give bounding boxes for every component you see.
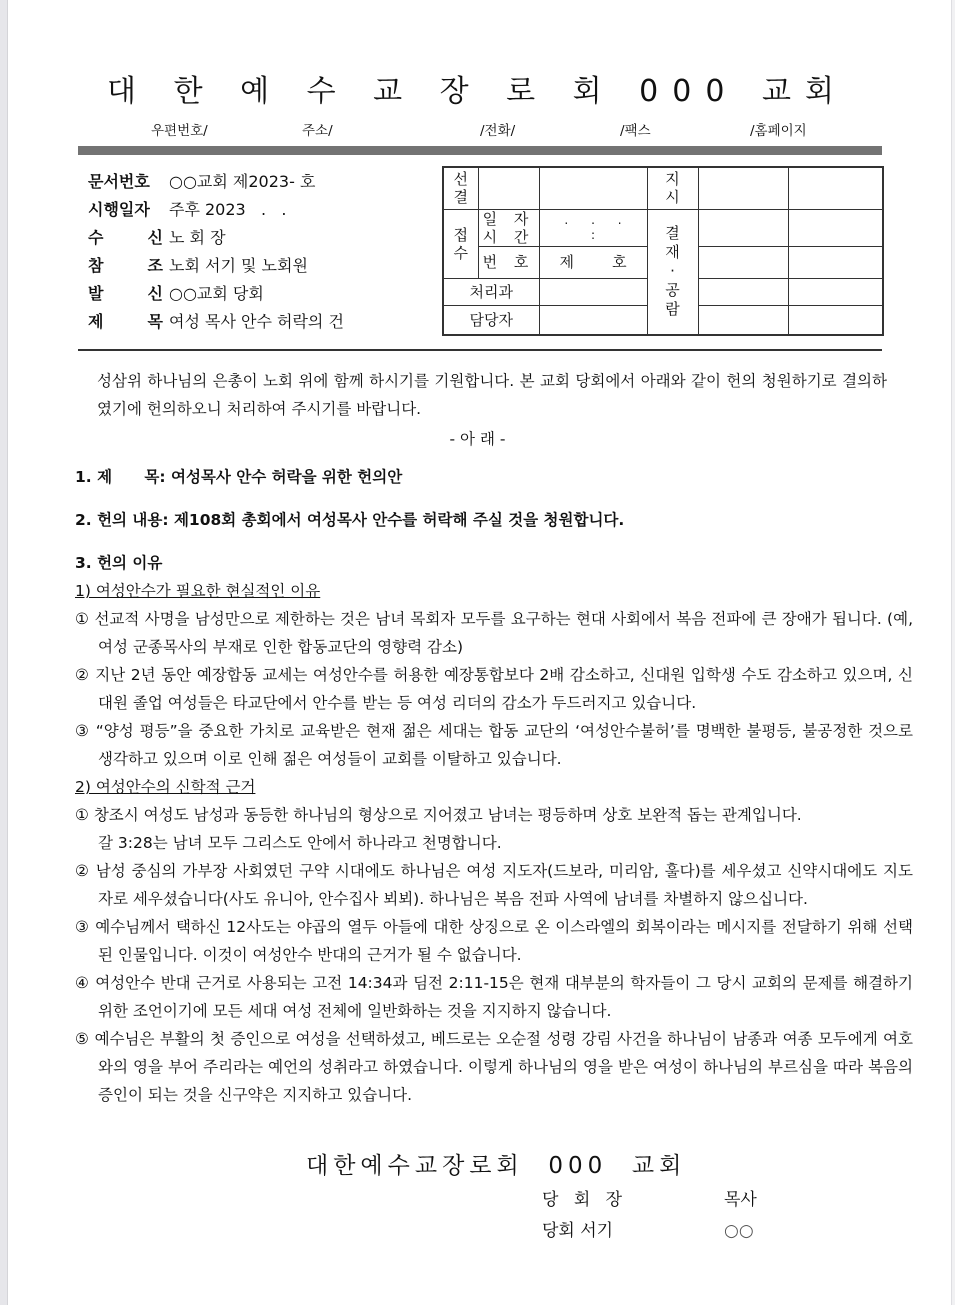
meta-label-char: 신	[147, 284, 163, 303]
contact-homepage: /홈페이지	[750, 123, 807, 139]
number-value[interactable]: 제 호	[539, 246, 647, 278]
directive-cell-1[interactable]	[698, 167, 788, 209]
time-placeholder: :	[590, 227, 596, 242]
meta-value: ○○교회 제2023- 호	[169, 172, 316, 191]
header-bar	[78, 146, 882, 155]
moderator-value: 목사	[724, 1190, 757, 1210]
meta-value: 노 회 장	[169, 228, 226, 247]
seongyeol-cell-1[interactable]	[478, 167, 539, 209]
meta-label-char: 참	[88, 256, 104, 275]
document-meta	[88, 168, 344, 336]
subsection-1-heading: 1) 여성안수가 필요한 현실적인 이유	[75, 582, 321, 600]
meta-value: 여성 목사 안수 허락의 건	[169, 312, 344, 331]
reason-item: ① 선교적 사명을 남성만으로 제한하는 것은 남녀 목회자 모두를 요구하는 현대 사회에서 복음 전파에 큰 장애가 됩니다. (예, 여성 군종목사의 부재로 인한 합동교단의 영향력 감소)	[75, 610, 913, 656]
theology-item: ④ 여성안수 반대 근거로 사용되는 고전 14:34과 딤전 2:11-15은 현재 대부분의 학자들이 그 당시 교회의 문제를 해결하기 위한 조언이기에 모든 세대 여성 전체에 일반화하는 것을 지지하지 않습니다.	[75, 974, 913, 1020]
meta-label	[88, 224, 163, 252]
clerk-label: 당회 서기	[542, 1221, 614, 1241]
intro-paragraph: 성삼위 하나님의 은총이 노회 위에 함께 하시기를 기원합니다. 본 교회 당회에서 아래와 같이 헌의 청원하기로 결의하였기에 헌의하오니 처리하여 주시기를 바랍니다.	[97, 372, 887, 418]
directive-label: 지 시	[647, 167, 698, 209]
theology-item: ② 남성 중심의 가부장 사회였던 구약 시대에도 하나님은 여성 지도자(드보라, 미리암, 훌다)를 세우셨고 신약시대에도 지도자로 세우셨습니다(사도 유니아, 안수집사 뵈뵈). 하나님은 복음 전파 사역에 남녀를 차별하지 않으십니다.	[75, 862, 913, 908]
person-in-charge-label: 담당자	[443, 305, 539, 335]
approval-review-label: 결 재 · 공 람	[647, 209, 698, 335]
approval-cell-2b[interactable]	[788, 246, 883, 278]
meta-value: 노회 서기 및 노회원	[169, 256, 308, 275]
signature-org: 대한예수교장로회 000 교회	[306, 1153, 687, 1179]
page-edge-right	[951, 0, 955, 1305]
jeopsu-label: 접 수	[443, 209, 478, 278]
date-time-label: 일 자 시 간	[478, 209, 539, 246]
section-2-content: 2. 헌의 내용: 제108회 총회에서 여성목사 안수를 허락해 주실 것을 청원합니다.	[75, 511, 625, 529]
meta-label-char: 발	[88, 284, 104, 303]
contact-postal: 우편번호/	[151, 123, 208, 139]
seongyeol-cell-2[interactable]	[539, 167, 647, 209]
person-in-charge-value[interactable]	[539, 305, 647, 335]
meta-row-subject	[88, 308, 344, 336]
meta-label-char: 제	[88, 312, 104, 331]
meta-row-recipient	[88, 224, 344, 252]
meta-label	[88, 280, 163, 308]
approval-table	[442, 166, 884, 336]
date-placeholder: . . .	[564, 212, 622, 227]
meta-label-char: 수	[88, 228, 104, 247]
approval-cell-3b[interactable]	[788, 278, 883, 305]
meta-label	[88, 252, 163, 280]
section-1-title: 1. 제 목: 여성목사 안수 허락을 위한 헌의안	[75, 468, 403, 486]
directive-cell-2[interactable]	[788, 167, 883, 209]
approval-cell-1b[interactable]	[788, 209, 883, 246]
approval-cell-4a[interactable]	[698, 305, 788, 335]
theology-item: ① 창조시 여성도 남성과 동등한 하나님의 형상으로 지어졌고 남녀는 평등하며 상호 보완적 돕는 관계입니다.	[75, 806, 802, 824]
theology-item: ③ 예수님께서 택하신 12사도는 야곱의 열두 아들에 대한 상징으로 온 이스라엘의 회복이라는 메시지를 전달하기 위해 선택된 인물입니다. 이것이 여성안수 반대의 근거가 될 수 없습니다.	[75, 918, 913, 964]
contact-fax: /팩스	[620, 123, 651, 139]
contact-address: 주소/	[302, 123, 333, 139]
meta-row-date	[88, 196, 344, 224]
reason-item: ② 지난 2년 동안 예장합동 교세는 여성안수를 허용한 예장통합보다 2배 감소하고, 신대원 입학생 수도 감소하고 있으며, 신대원 졸업 여성들은 타교단에서 안수를 받는 등 여성 리더의 감소가 두드러지고 있습니다.	[75, 666, 913, 712]
approval-cell-1a[interactable]	[698, 209, 788, 246]
meta-value: 주후 2023 . .	[169, 200, 287, 219]
meta-row-doc-number	[88, 168, 344, 196]
reason-item: ③ “양성 평등”을 중요한 가치로 교육받은 현재 젊은 세대는 합동 교단의 ‘여성안수불허’를 명백한 불평등, 불공정한 것으로 생각하고 있으며 이로 인해 젊은 여성들이 교회를 이탈하고 있습니다.	[75, 722, 913, 768]
divider-line	[78, 349, 882, 351]
theology-item-continued: 갈 3:28는 남녀 모두 그리스도 안에서 하나라고 천명합니다.	[98, 834, 502, 852]
meta-label: 문서번호	[88, 172, 150, 191]
document-title: 대 한 예 수 교 장 로 회 000 교회	[107, 74, 848, 109]
meta-label-char: 목	[147, 312, 163, 331]
contact-phone: /전화/	[480, 123, 516, 139]
approval-cell-2a[interactable]	[698, 246, 788, 278]
section-3-heading: 3. 헌의 이유	[75, 554, 163, 572]
meta-row-reference	[88, 252, 344, 280]
subsection-2-heading: 2) 여성안수의 신학적 근거	[75, 778, 256, 796]
processing-dept-value[interactable]	[539, 278, 647, 305]
theology-item: ⑤ 예수님은 부활의 첫 증인으로 여성을 선택하셨고, 베드로는 오순절 성령 강림 사건을 하나님이 남종과 여종 모두에게 여호와의 영을 부어 주리라는 예언의 성취라고 하였습니다. 이렇게 하나님의 영을 받은 여성이 하나님의 부르심을 따라 복음의 증인이 되는 것을 신구약은 지지하고 있습니다.	[75, 1030, 913, 1104]
page-edge-left	[0, 0, 8, 1305]
moderator-label: 당 회 장	[542, 1190, 628, 1210]
below-heading: - 아 래 -	[449, 430, 506, 448]
meta-label-char: 조	[147, 256, 163, 275]
date-time-value[interactable]	[539, 209, 647, 246]
approval-cell-3a[interactable]	[698, 278, 788, 305]
processing-dept-label: 처리과	[443, 278, 539, 305]
meta-label: 시행일자	[88, 200, 150, 219]
meta-label	[88, 308, 163, 336]
meta-label-char: 신	[147, 228, 163, 247]
seongyeol-label: 선 결	[443, 167, 478, 209]
number-label: 번 호	[478, 246, 539, 278]
clerk-value: ○○	[724, 1221, 754, 1241]
meta-value: ○○교회 당회	[169, 284, 264, 303]
approval-cell-4b[interactable]	[788, 305, 883, 335]
meta-row-sender	[88, 280, 344, 308]
